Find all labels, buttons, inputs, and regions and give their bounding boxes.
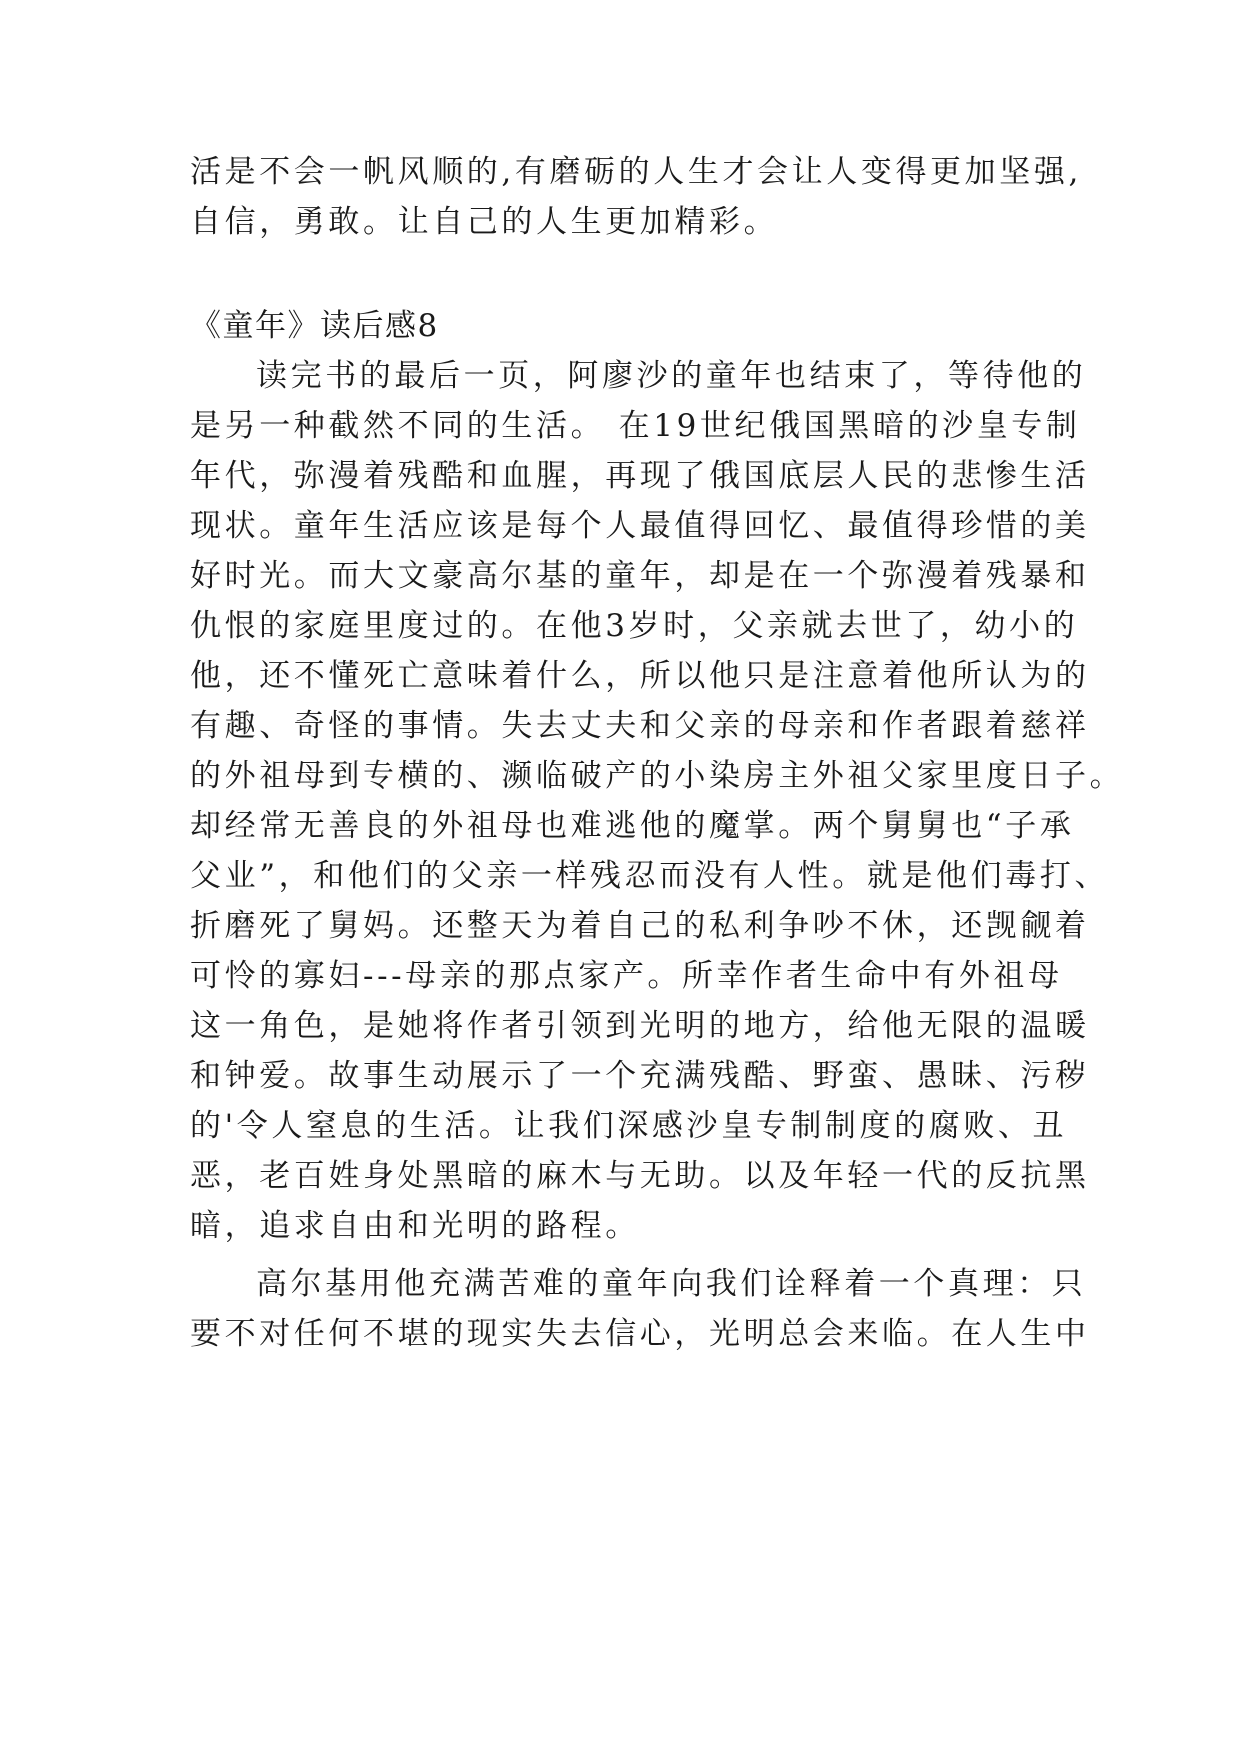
- paragraph1-line-18: 暗，追求自由和光明的路程。: [190, 1208, 640, 1244]
- paragraph1-line-2: 是另一种截然不同的生活。 在19世纪俄国黑暗的沙皇专制: [190, 408, 1081, 444]
- paragraph1-line-8: 有趣、奇怪的事情。失去丈夫和父亲的母亲和作者跟着慈祥: [190, 708, 1090, 744]
- paragraph1-line-13: 可怜的寡妇---母亲的那点家产。所幸作者生命中有外祖母: [190, 958, 1063, 994]
- intro-line-2: 自信，勇敢。让自己的人生更加精彩。: [190, 204, 779, 240]
- paragraph1-line-17: 恶，老百姓身处黑暗的麻木与无助。以及年轻一代的反抗黑: [190, 1158, 1090, 1194]
- paragraph2-line-2: 要不对任何不堪的现实失去信心，光明总会来临。在人生中: [190, 1316, 1090, 1352]
- paragraph2-line-1: 高尔基用他充满苦难的童年向我们诠释着一个真理：只: [256, 1266, 1087, 1302]
- paragraph1-line-9: 的外祖母到专横的、濒临破产的小染房主外祖父家里度日子。: [190, 758, 1125, 794]
- paragraph1-line-15: 和钟爱。故事生动展示了一个充满残酷、野蛮、愚昧、污秽: [190, 1058, 1090, 1094]
- paragraph1-line-7: 他，还不懂死亡意味着什么，所以他只是注意着他所认为的: [190, 658, 1090, 694]
- paragraph1-line-6: 仇恨的家庭里度过的。在他3岁时，父亲就去世了，幼小的: [190, 608, 1079, 644]
- paragraph1-line-5: 好时光。而大文豪高尔基的童年，却是在一个弥漫着残暴和: [190, 558, 1090, 594]
- paragraph1-line-1: 读完书的最后一页，阿廖沙的童年也结束了，等待他的: [256, 358, 1087, 394]
- intro-line-1: 活是不会一帆风顺的,有磨砺的人生才会让人变得更加坚强,: [190, 154, 1082, 190]
- paragraph1-line-11: 父业”，和他们的父亲一样残忍而没有人性。就是他们毒打、: [190, 858, 1110, 894]
- section-title: 《童年》读后感8: [190, 308, 439, 344]
- paragraph1-line-12: 折磨死了舅妈。还整天为着自己的私利争吵不休，还觊觎着: [190, 908, 1090, 944]
- paragraph1-line-4: 现状。童年生活应该是每个人最值得回忆、最值得珍惜的美: [190, 508, 1090, 544]
- paragraph1-line-16: 的'令人窒息的生活。让我们深感沙皇专制制度的腐败、丑: [190, 1108, 1068, 1144]
- paragraph1-line-14: 这一角色，是她将作者引领到光明的地方，给他无限的温暖: [190, 1008, 1090, 1044]
- paragraph1-line-10: 却经常无善良的外祖母也难逃他的魔掌。两个舅舅也“子承: [190, 808, 1075, 844]
- paragraph1-line-3: 年代，弥漫着残酷和血腥，再现了俄国底层人民的悲惨生活: [190, 458, 1090, 494]
